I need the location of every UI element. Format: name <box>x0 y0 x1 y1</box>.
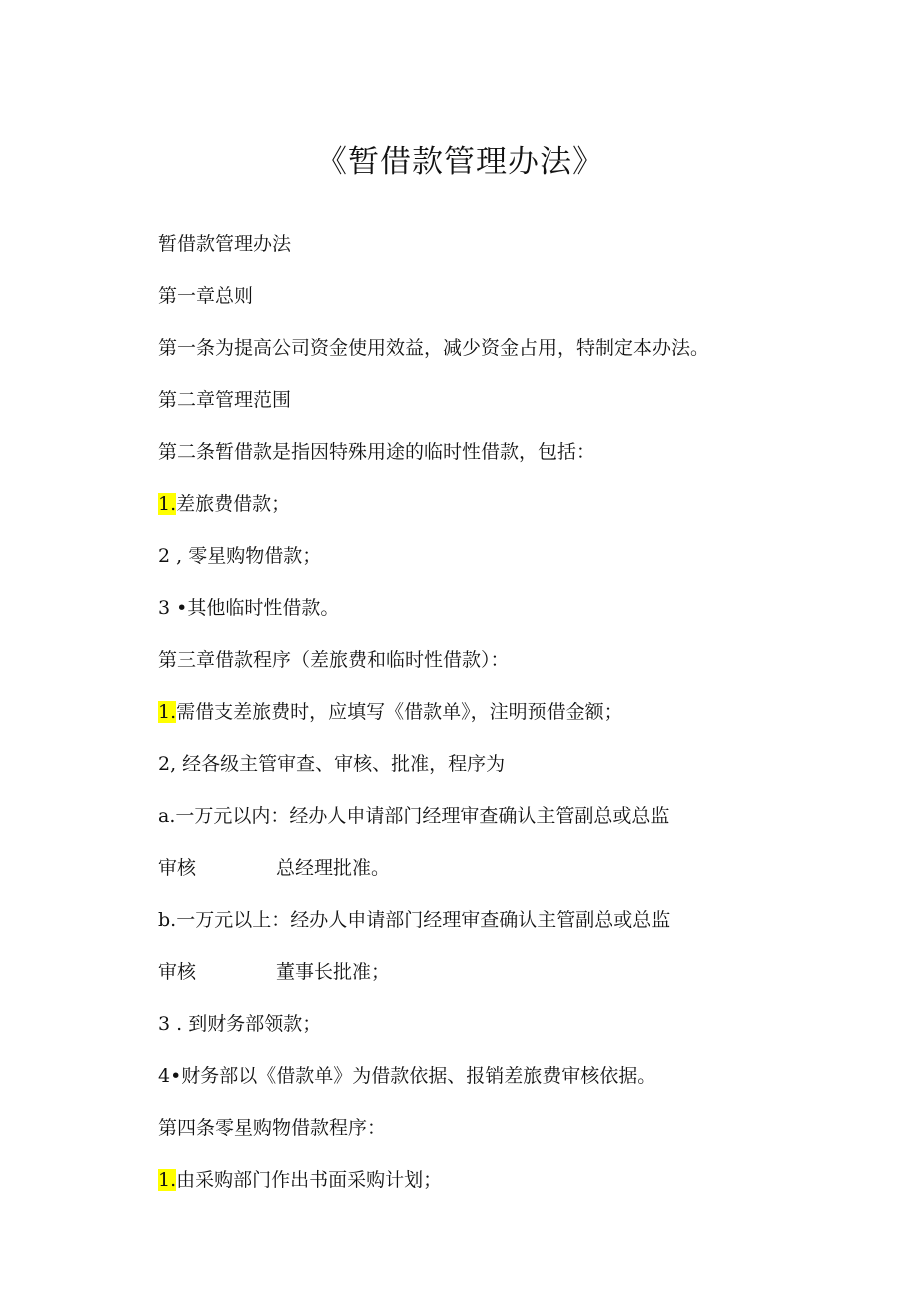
list-item-text: 由采购部门作出书面采购计划； <box>176 1169 443 1191</box>
article-text: 第一条为提高公司资金使用效益，减少资金占用，特制定本办法。 <box>158 337 710 359</box>
article-text: 第四条零星购物借款程序： <box>158 1117 387 1139</box>
list-item: 4•财务部以《借款单》为借款依据、报销差旅费审核依据。 <box>158 1065 657 1087</box>
procedure-line <box>158 853 390 883</box>
doc-subtitle: 暂借款管理办法 <box>158 233 292 255</box>
list-item: 2 , 零星购物借款； <box>158 545 322 567</box>
procedure-step-right: 董事长批准； <box>276 961 391 983</box>
list-item-text: 差旅费借款； <box>176 493 291 515</box>
chapter-heading: 第三章借款程序（差旅费和临时性借款）： <box>158 649 510 671</box>
list-marker-highlighted: 1. <box>158 493 177 515</box>
list-marker-highlighted: 1. <box>158 1169 177 1191</box>
procedure-step-left: 审核 <box>158 857 197 879</box>
list-item <box>158 1165 442 1195</box>
procedure-step-left: 审核 <box>158 961 197 983</box>
chapter-heading: 第一章总则 <box>158 285 254 307</box>
document-title: 《暂借款管理办法》 <box>316 144 604 180</box>
list-marker-highlighted: 1. <box>158 701 177 723</box>
chapter-heading: 第二章管理范围 <box>158 389 292 411</box>
list-item: 2, 经各级主管审查、审核、批准，程序为 <box>158 753 506 775</box>
list-item <box>158 489 290 519</box>
article-text: 第二条暂借款是指因特殊用途的临时性借款，包括： <box>158 441 596 463</box>
procedure-line: a.一万元以内：经办人申请部门经理审查确认主管副总或总监 <box>158 805 670 827</box>
procedure-line <box>158 957 390 987</box>
list-item: 3 . 到财务部领款； <box>158 1013 322 1035</box>
list-item: 3 •其他临时性借款。 <box>158 597 340 619</box>
list-item <box>158 697 623 727</box>
procedure-step-right: 总经理批准。 <box>276 857 391 879</box>
procedure-line: b.一万元以上：经办人申请部门经理审查确认主管副总或总监 <box>158 909 671 931</box>
list-item-text: 需借支差旅费时，应填写《借款单》，注明预借金额； <box>176 701 623 723</box>
